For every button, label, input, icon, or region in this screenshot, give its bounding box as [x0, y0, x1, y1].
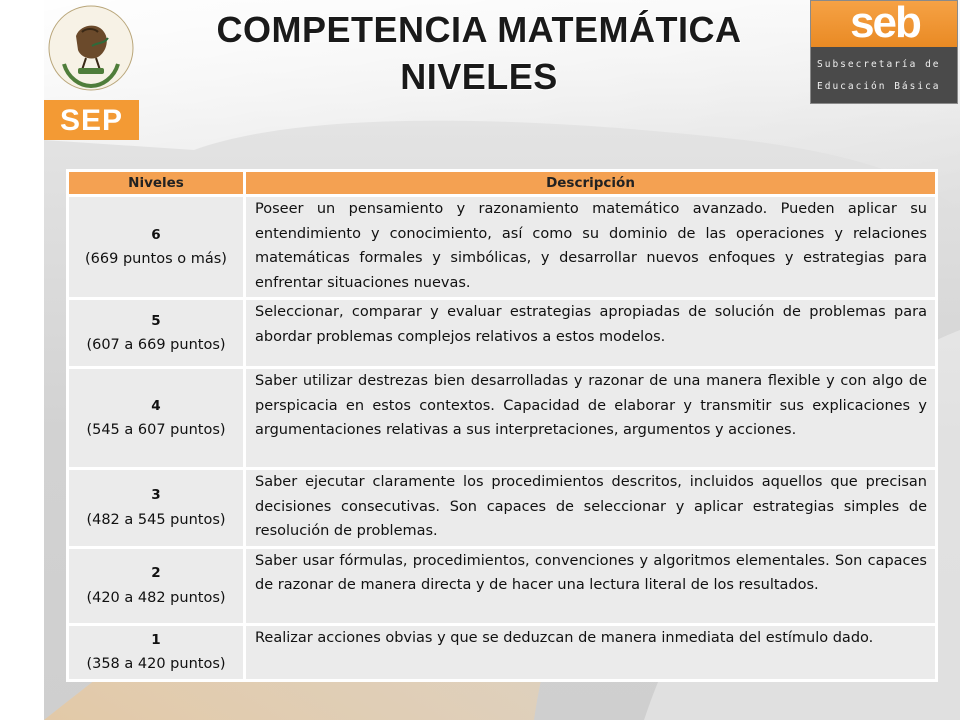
header-descripcion: Descripción — [245, 171, 937, 196]
table-row — [68, 624, 937, 680]
level-number: 1 — [151, 631, 161, 648]
sep-logo-text: SEP — [59, 104, 124, 137]
table-header-row — [68, 171, 937, 196]
level-description: Realizar acciones obvias y que se deduzcan de manera inmediata del estímulo dado. — [245, 624, 937, 680]
level-range: (669 puntos o más) — [85, 251, 227, 267]
level-range: (482 a 545 puntos) — [86, 511, 226, 528]
level-number: 5 — [151, 312, 161, 329]
level-number: 4 — [151, 397, 161, 414]
seb-subtitle-line2: Educación Básica — [817, 81, 941, 92]
levels-table — [66, 169, 938, 682]
level-cell — [68, 624, 245, 680]
page-title — [44, 6, 914, 100]
level-number: 2 — [151, 565, 161, 581]
table-row — [68, 299, 937, 368]
seb-subtitle-line1: Subsecretaría de — [817, 59, 941, 70]
level-number: 3 — [151, 487, 161, 504]
level-description: Saber utilizar destrezas bien desarrolladas y razonar de una manera flexible y con algo de perspicacia en estos contextos. Capacidad de elaborar y transmitir sus explicaciones y argumentaciones relativas a sus interpretaciones, argumentos y acciones. — [245, 368, 937, 469]
table-row — [68, 196, 937, 299]
level-cell — [68, 299, 245, 368]
level-description: Saber usar fórmulas, procedimientos, convenciones y algoritmos elementales. Son capaces de razonar de manera directa y de hacer una lectura literal de los resultados. — [245, 547, 937, 624]
table-row — [68, 547, 937, 624]
level-description: Poseer un pensamiento y razonamiento matemático avanzado. Pueden aplicar su entendimiento y conocimiento, así como su dominio de las operaciones y relaciones matemáticas formales y simbólicas, y desarrollar nuevos enfoques y estrategias para enfrentar situaciones nuevas. — [245, 196, 937, 299]
table-row — [68, 469, 937, 548]
page-title-line2: NIVELES — [400, 56, 558, 97]
level-cell — [68, 196, 245, 299]
seb-logo-mark: seb — [811, 1, 958, 47]
level-range: (607 a 669 puntos) — [86, 337, 226, 353]
level-range: (358 a 420 puntos) — [86, 656, 226, 672]
table-row — [68, 368, 937, 469]
level-cell — [68, 368, 245, 469]
level-range: (420 a 482 puntos) — [86, 589, 226, 606]
sep-logo — [44, 100, 139, 140]
level-range: (545 a 607 puntos) — [86, 422, 226, 438]
level-number: 6 — [151, 226, 161, 243]
level-cell — [68, 547, 245, 624]
header-niveles: Niveles — [68, 171, 245, 196]
level-description: Saber ejecutar claramente los procedimientos descritos, incluidos aquellos que precisan decisiones consecutivas. Son capaces de seleccionar y aplicar estrategias simples de resolución de problemas. — [245, 469, 937, 548]
level-description: Seleccionar, comparar y evaluar estrategias apropiadas de solución de problemas para abordar problemas complejos relativos a estos modelos. — [245, 299, 937, 368]
level-cell — [68, 469, 245, 548]
page-title-line1: COMPETENCIA MATEMÁTICA — [216, 9, 742, 50]
